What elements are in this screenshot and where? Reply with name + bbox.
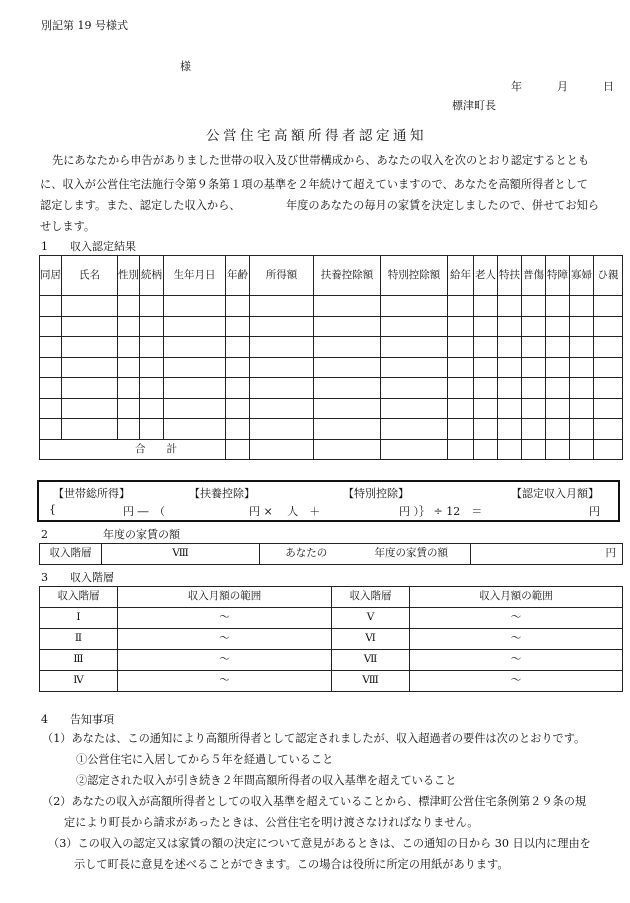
table-cell [62, 337, 118, 358]
intro-line-1: 先にあなたから申告がありました世帯の収入及び世帯構成から、あなたの収入を次のとおり認定するととも [52, 154, 590, 167]
table-cell [314, 378, 381, 399]
table-cell [40, 316, 62, 337]
table-cell [62, 357, 118, 378]
label-monthly-income: 【認定収入月額】 [511, 487, 599, 500]
class-header: 収入階層 [332, 587, 410, 608]
table-cell [62, 316, 118, 337]
table-cell [448, 419, 474, 440]
notice-item-1a: ①公営住宅に入居してから５年を経過していること [76, 753, 334, 766]
table-cell [118, 357, 140, 378]
table-cell [118, 419, 140, 440]
table-cell [474, 378, 498, 399]
table-cell [250, 316, 314, 337]
class-cell: Ⅰ [40, 608, 118, 629]
table-cell [448, 398, 474, 419]
class-header: 収入階層 [40, 587, 118, 608]
table-cell [381, 337, 448, 358]
range-cell: ～ [410, 629, 623, 650]
addressee-suffix: 様 [180, 60, 191, 73]
table-cell [226, 439, 250, 460]
table-cell [522, 398, 546, 419]
class-cell: Ⅱ [40, 629, 118, 650]
table-cell [164, 296, 226, 317]
table-cell [546, 357, 570, 378]
table-cell [522, 419, 546, 440]
table-cell [448, 296, 474, 317]
income-table [39, 255, 623, 460]
table-cell [314, 419, 381, 440]
table-cell [250, 357, 314, 378]
table-cell [140, 296, 164, 317]
section-1-heading: 1 収入認定結果 [41, 240, 136, 253]
class-cell: Ⅳ [40, 671, 118, 692]
table-cell [250, 337, 314, 358]
table-cell [546, 419, 570, 440]
table-cell [226, 419, 250, 440]
table-cell [498, 316, 522, 337]
table-cell [498, 296, 522, 317]
table-cell [118, 337, 140, 358]
income-class-value: Ⅷ [102, 544, 260, 565]
table-row [40, 296, 623, 317]
table-cell [498, 337, 522, 358]
table-cell [594, 357, 623, 378]
table-cell [314, 316, 381, 337]
range-header: 収入月額の範囲 [118, 587, 332, 608]
table-cell [498, 439, 522, 460]
table-cell [594, 316, 623, 337]
table-cell [164, 419, 226, 440]
table-cell [40, 337, 62, 358]
table-cell [314, 337, 381, 358]
table-cell [140, 357, 164, 378]
table-cell [381, 296, 448, 317]
table-row [40, 337, 623, 358]
your-label: あなたの [260, 544, 353, 565]
notice-item-2-line-2: 定により町長から請求があったときは、公営住宅を明け渡さなければなりません。 [64, 816, 479, 829]
table-cell [40, 378, 62, 399]
table-cell [522, 378, 546, 399]
yen-close: 円 ）｝ ÷ 12 ＝ [399, 505, 483, 518]
section-4-heading: 4 告知事項 [41, 713, 114, 726]
table-cell [594, 296, 623, 317]
notice-item-1: （1）あなたは、この通知により高額所得者として認定されましたが、収入超過者の要件は次のとおりです。 [42, 732, 586, 745]
open-brace: { [49, 503, 56, 516]
table-cell [164, 337, 226, 358]
notice-item-3-line-2: 示して町長に意見を述べることができます。この場合は役所に所定の用紙があります。 [74, 858, 509, 871]
table-cell [164, 357, 226, 378]
table-cell [381, 398, 448, 419]
col-header: 年齢 [226, 256, 250, 296]
table-cell [164, 378, 226, 399]
table-cell [498, 419, 522, 440]
rent-table [39, 543, 623, 565]
col-header: 氏名 [62, 256, 118, 296]
table-cell [570, 398, 594, 419]
label-special-deduction: 【特別控除】 [343, 487, 409, 500]
table-cell [250, 419, 314, 440]
intro-line-4: せします。 [40, 220, 96, 233]
table-cell [570, 357, 594, 378]
yen-minus: 円 ― （ [123, 505, 165, 518]
table-cell [498, 398, 522, 419]
income-table-header [40, 256, 623, 296]
table-cell [474, 316, 498, 337]
class-cell: Ⅷ [332, 671, 410, 692]
date-day: 日 [603, 80, 614, 93]
class-cell: Ⅵ [332, 629, 410, 650]
table-cell [226, 398, 250, 419]
table-cell [118, 378, 140, 399]
table-cell [40, 419, 62, 440]
table-cell [448, 316, 474, 337]
table-cell [118, 296, 140, 317]
table-cell [314, 357, 381, 378]
col-header: 特障 [546, 256, 570, 296]
rent-label: 年度の家賃の額 [353, 544, 471, 565]
col-header: 特別控除額 [381, 256, 448, 296]
table-cell [570, 316, 594, 337]
range-header: 収入月額の範囲 [410, 587, 623, 608]
section-2-heading: 2 年度の家賃の額 [41, 528, 180, 541]
col-header: 老人 [474, 256, 498, 296]
intro-line-2: に、収入が公営住宅法施行令第９条第１項の基準を２年続けて超えていますので、あなたを高額所得者として [40, 178, 588, 191]
table-cell [474, 296, 498, 317]
table-cell [474, 439, 498, 460]
total-row [40, 439, 623, 460]
col-header: 寡婦 [570, 256, 594, 296]
table-cell [226, 357, 250, 378]
table-cell [570, 296, 594, 317]
table-cell [62, 378, 118, 399]
col-header: 給年 [448, 256, 474, 296]
table-cell [546, 439, 570, 460]
table-cell [570, 337, 594, 358]
income-class-label: 収入階層 [40, 544, 102, 565]
table-cell [522, 316, 546, 337]
income-calculation-box [37, 480, 620, 522]
range-cell: ～ [118, 608, 332, 629]
col-header: 同居 [40, 256, 62, 296]
range-cell: ～ [410, 671, 623, 692]
table-cell [448, 439, 474, 460]
range-cell: ～ [118, 650, 332, 671]
issuer: 標津町長 [452, 99, 496, 112]
col-header: 普傷 [522, 256, 546, 296]
table-cell [314, 398, 381, 419]
yen-times: 円 × 人 ＋ [249, 505, 321, 518]
table-row [40, 357, 623, 378]
col-header: 所得額 [250, 256, 314, 296]
range-cell: ～ [118, 671, 332, 692]
table-cell [594, 337, 623, 358]
table-cell [226, 316, 250, 337]
table-cell [226, 378, 250, 399]
table-cell [226, 296, 250, 317]
table-cell [522, 439, 546, 460]
income-class-table [39, 586, 623, 692]
intro-line-3a: 認定します。また、認定した収入から、 [40, 199, 241, 212]
table-cell [522, 296, 546, 317]
table-cell [522, 337, 546, 358]
table-row [40, 378, 623, 399]
table-cell [164, 398, 226, 419]
class-cell: Ⅴ [332, 608, 410, 629]
table-cell [140, 378, 164, 399]
table-cell [448, 337, 474, 358]
table-row [40, 398, 623, 419]
total-label: 合 計 [40, 439, 226, 460]
table-cell [474, 357, 498, 378]
notice-item-3-line-1: （3）この収入の認定又は家賃の額の決定について意見があるときは、この通知の日から 30 日以内に理由を [48, 837, 591, 850]
notice-item-2-line-1: （2）あなたの収入が高額所得者としての収入基準を超えていることから、標津町公営住宅条例第２９条の規 [42, 795, 587, 808]
range-cell: ～ [118, 629, 332, 650]
table-cell [546, 316, 570, 337]
table-cell [522, 357, 546, 378]
table-cell [381, 419, 448, 440]
table-cell [546, 296, 570, 317]
table-cell [448, 357, 474, 378]
class-cell: Ⅶ [332, 650, 410, 671]
table-cell [118, 316, 140, 337]
table-row [40, 316, 623, 337]
table-cell [314, 439, 381, 460]
table-cell [546, 398, 570, 419]
table-cell [594, 419, 623, 440]
table-cell [40, 357, 62, 378]
intro-line-3b: 年度のあなたの毎月の家賃を決定しましたので、併せてお知ら [286, 199, 600, 212]
table-cell [570, 419, 594, 440]
range-cell: ～ [410, 650, 623, 671]
table-cell [594, 378, 623, 399]
table-cell [594, 398, 623, 419]
table-cell [250, 378, 314, 399]
col-header: ひ親 [594, 256, 623, 296]
table-cell [62, 398, 118, 419]
table-cell [570, 439, 594, 460]
date-month: 月 [557, 80, 568, 93]
table-cell [381, 316, 448, 337]
table-cell [140, 337, 164, 358]
yen-end: 円 [589, 505, 600, 518]
table-cell [381, 378, 448, 399]
table-cell [250, 296, 314, 317]
date-year: 年 [511, 80, 522, 93]
table-cell [546, 378, 570, 399]
col-header: 続柄 [140, 256, 164, 296]
table-cell [474, 419, 498, 440]
table-cell [40, 296, 62, 317]
table-cell [546, 337, 570, 358]
table-cell [118, 398, 140, 419]
section-3-heading: 3 収入階層 [41, 571, 114, 584]
table-cell [381, 439, 448, 460]
table-cell [164, 316, 226, 337]
class-cell: Ⅲ [40, 650, 118, 671]
table-cell [381, 357, 448, 378]
table-cell [498, 357, 522, 378]
col-header: 生年月日 [164, 256, 226, 296]
col-header: 性別 [118, 256, 140, 296]
rent-yen: 円 [471, 544, 623, 565]
table-cell [594, 439, 623, 460]
table-cell [62, 419, 118, 440]
notice-item-1b: ②認定された収入が引き続き２年間高額所得者の収入基準を超えていること [76, 774, 457, 787]
table-row [40, 419, 623, 440]
table-cell [448, 378, 474, 399]
table-cell [62, 296, 118, 317]
range-cell: ～ [410, 608, 623, 629]
col-header: 扶養控除額 [314, 256, 381, 296]
table-cell [314, 296, 381, 317]
table-cell [250, 439, 314, 460]
table-cell [140, 419, 164, 440]
label-dependent-deduction: 【扶養控除】 [189, 487, 255, 500]
table-cell [250, 398, 314, 419]
page-title: 公営住宅高額所得者認定通知 [206, 128, 427, 144]
table-cell [40, 398, 62, 419]
table-cell [140, 316, 164, 337]
table-cell [498, 378, 522, 399]
table-cell [226, 337, 250, 358]
form-number: 別記第 19 号様式 [41, 19, 128, 32]
label-total-income: 【世帯総所得】 [53, 487, 130, 500]
table-cell [140, 398, 164, 419]
table-cell [474, 337, 498, 358]
table-cell [474, 398, 498, 419]
col-header: 特扶 [498, 256, 522, 296]
table-cell [570, 378, 594, 399]
